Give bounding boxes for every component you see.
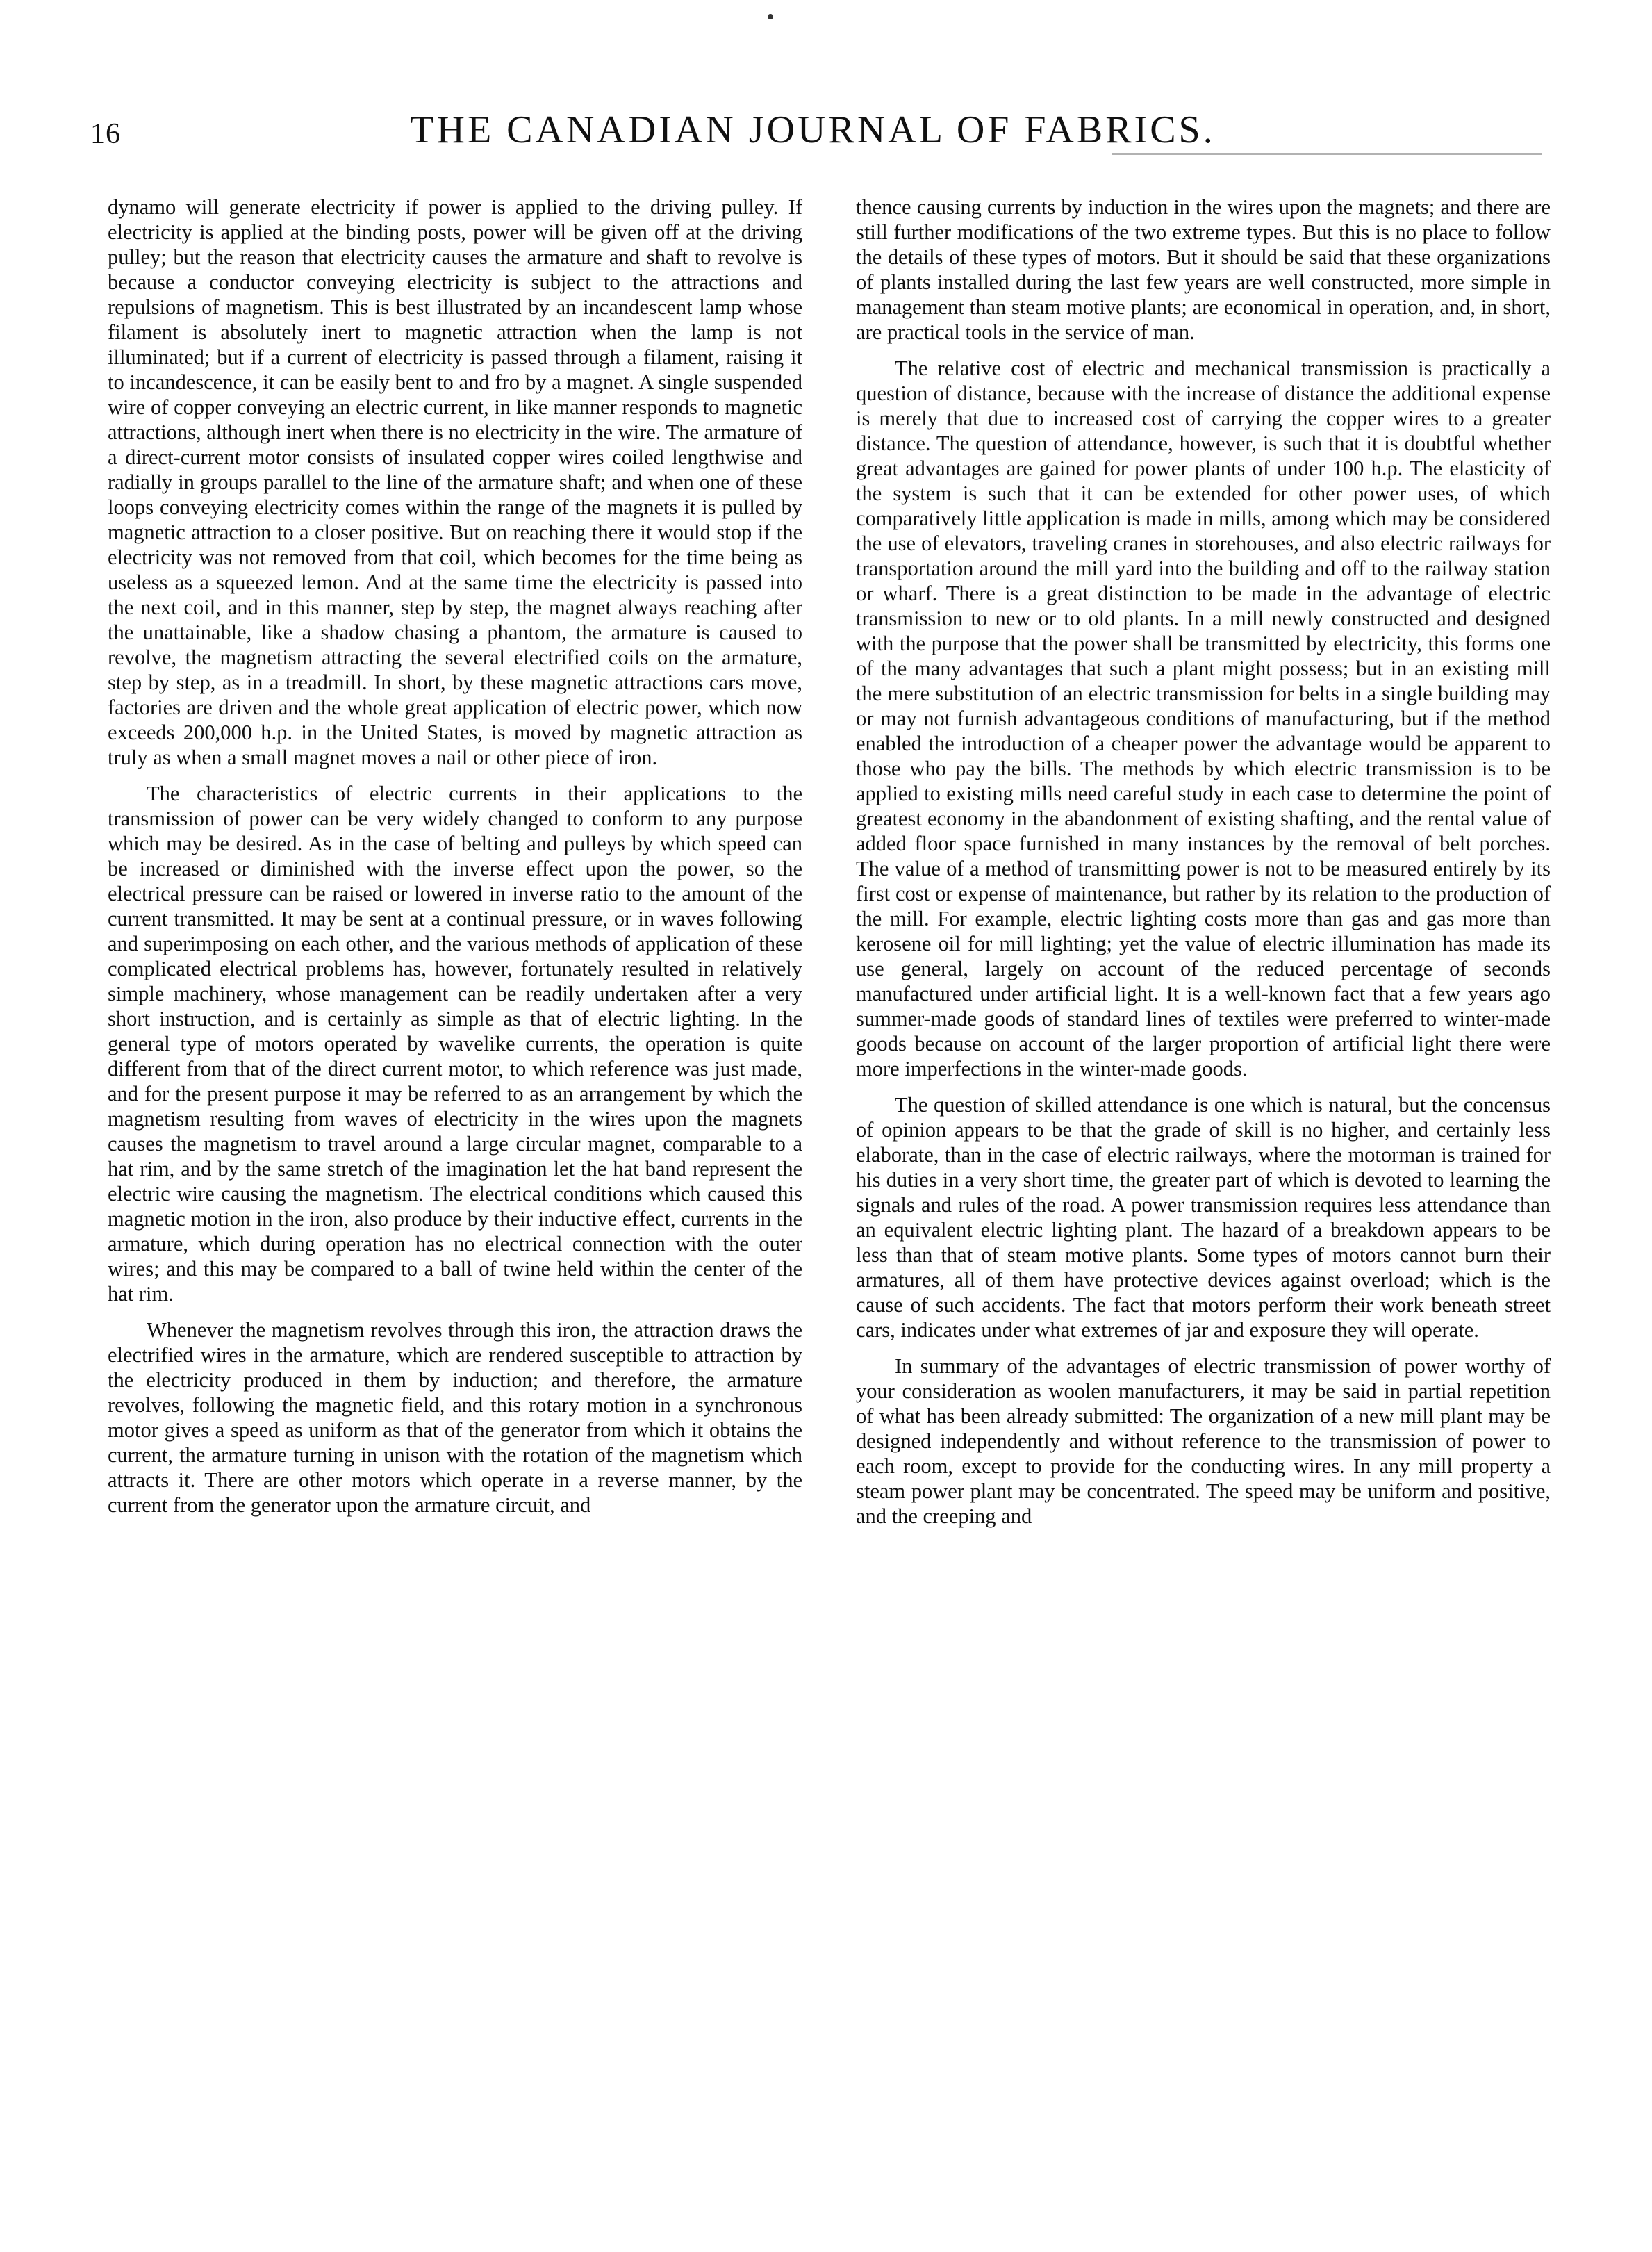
journal-title: THE CANADIAN JOURNAL OF FABRICS. (410, 108, 1216, 151)
paragraph: In summary of the advantages of electric transmission of power worthy of your consideration as woolen manufacturers, it may be said in partial repetition of what has been already submitted: The organization of a new mill plant may be designed independently and without reference to the transmission of power to each room, except to provide for the conducting wires. In any mill property a steam power plant may be concentrated. The speed may be uniform and positive, and the creeping and (856, 1354, 1551, 1528)
page-number: 16 (90, 118, 121, 150)
paragraph: The question of skilled attendance is one which is natural, but the concensus of opinion appears to be that the grade of skill is no higher, and certainly less elaborate, than in the case of electric railways, where the motorman is trained for his duties in a very short time, the greater part of which is devoted to learning the signals and rules of the road. A power transmission requires less attendance than an equivalent electric lighting plant. The hazard of a breakdown appears to be less than that of steam motive plants. Some types of motors cannot burn their armatures, all of them have protective devices against overload; which is the cause of such accidents. The fact that motors perform their work beneath street cars, indicates under what extremes of jar and exposure they will operate. (856, 1093, 1551, 1342)
right-column (856, 195, 1551, 1540)
paragraph: thence causing currents by induction in the wires upon the magnets; and there are still further modifications of the two extreme types. But this is no place to follow the details of these types of motors. But it should be said that these organizations of plants installed during the last few years are well constructed, more simple in management than steam motive plants; are economical in operation, and, in short, are practical tools in the service of man. (856, 195, 1551, 344)
page-header (76, 108, 1549, 163)
header-rule (1112, 153, 1542, 155)
paragraph: Whenever the magnetism revolves through this iron, the attraction draws the electrified wires in the armature, which are rendered susceptible to attraction by the electricity produced in them by induction; and therefore, the armature revolves, following the magnetic field, and this rotary motion in a synchronous motor gives a speed as uniform as that of the generator from which it obtains the current, the armature turning in unison with the rotation of the magnetism which attracts it. There are other motors which operate in a reverse manner, by the current from the generator upon the armature circuit, and (108, 1318, 802, 1517)
paragraph: The characteristics of electric currents in their applications to the transmission of power can be very widely changed to conform to any purpose which may be desired. As in the case of belting and pulleys by which speed can be increased or diminished with the inverse effect upon the power, so the electrical pressure can be raised or lowered in inverse ratio to the amount of the current transmitted. It may be sent at a continual pressure, or in waves following and superimposing on each other, and the various methods of application of these complicated electrical problems has, however, fortunately resulted in relatively simple machinery, whose management can be readily undertaken after a very short instruction, and is certainly as simple as that of electric lighting. In the general type of motors operated by wavelike currents, the operation is quite different from that of the direct current motor, to which reference was just made, and for the present purpose it may be referred to as an arrangement by which the magnetism resulting from waves of electricity in the wires upon the magnets causes the magnetism to travel around a large circular magnet, comparable to a hat rim, and by the same stretch of the imagination let the hat band represent the electric wire causing the magnetism. The electrical conditions which caused this magnetic motion in the iron, also produce by their inductive effect, currents in the armature, which during operation has no electrical connection with the outer wires; and this may be compared to a ball of twine held within the center of the hat rim. (108, 782, 802, 1306)
left-column (108, 195, 802, 1529)
paragraph: dynamo will generate electricity if power is applied to the driving pulley. If electricity is applied at the binding posts, power will be given off at the driving pulley; but the reason that electricity causes the armature and shaft to revolve is because a conductor conveying electricity is subject to the attractions and repulsions of magnetism. This is best illustrated by an incandescent lamp whose filament is absolutely inert to magnetic attraction when the lamp is not illuminated; but if a current of electricity is passed through a filament, raising it to incandescence, it can be easily bent to and fro by a magnet. A single suspended wire of copper conveying an electric current, in like manner responds to magnetic attractions, although inert when there is no electricity in the wire. The armature of a direct-current motor consists of insulated copper wires coiled lengthwise and radially in groups parallel to the line of the armature shaft; and when one of these loops conveying electricity comes within the range of the magnets it is pulled by magnetic attraction to a closer positive. But on reaching there it would stop if the electricity was not removed from that coil, which becomes for the time being as useless as a squeezed lemon. And at the same time the electricity is passed into the next coil, and in this manner, step by step, the magnet always reaching after the unattainable, like a shadow chasing a phantom, the armature is caused to revolve, the magnetism attracting the several electrified coils on the armature, step by step, as in a treadmill. In short, by these magnetic attractions cars move, factories are driven and the whole great application of electric power, which now exceeds 200,000 h.p. in the United States, is moved by magnetic attraction as truly as when a small magnet moves a nail or other piece of iron. (108, 195, 802, 769)
top-dot-mark (768, 14, 773, 19)
paragraph: The relative cost of electric and mechanical transmission is practically a question of distance, because with the increase of distance the additional expense is merely that due to increased cost of carrying the copper wires to a greater distance. The question of attendance, however, is such that it is doubtful whether great advantages are gained for power plants of under 100 h.p. The elasticity of the system is such that it can be extended for other power uses, of which comparatively little application is made in mills, among which may be considered the use of elevators, traveling cranes in storehouses, and also electric railways for transportation around the mill yard into the building and off to the railway station or wharf. There is a great distinction to be made in the advantage of electric transmission to new or to old plants. In a mill newly constructed and designed with the purpose that the power shall be transmitted by electricity, this forms one of the many advantages that such a plant might possess; but in an existing mill the mere substitution of an electric transmission for belts in a single building may or may not furnish advantageous conditions of manufacturing, but if the method enabled the introduction of a cheaper power the advantage would be apparent to those who pay the bills. The methods by which electric transmission is to be applied to existing mills need careful study in each case to determine the point of greatest economy in the abandonment of existing shafting, and the rental value of added floor space furnished in many instances by the removal of belt porches. The value of a method of transmitting power is not to be measured entirely by its first cost or expense of maintenance, but rather by its relation to the production of the mill. For example, electric lighting costs more than gas and gas more than kerosene oil for mill lighting; yet the value of electric illumination has made its use general, largely on account of the reduced percentage of seconds manufactured under artificial light. It is a well-known fact that a few years ago summer-made goods of standard lines of textiles were preferred to winter-made goods because on account of the larger proportion of artificial light there were more imperfections in the winter-made goods. (856, 356, 1551, 1080)
